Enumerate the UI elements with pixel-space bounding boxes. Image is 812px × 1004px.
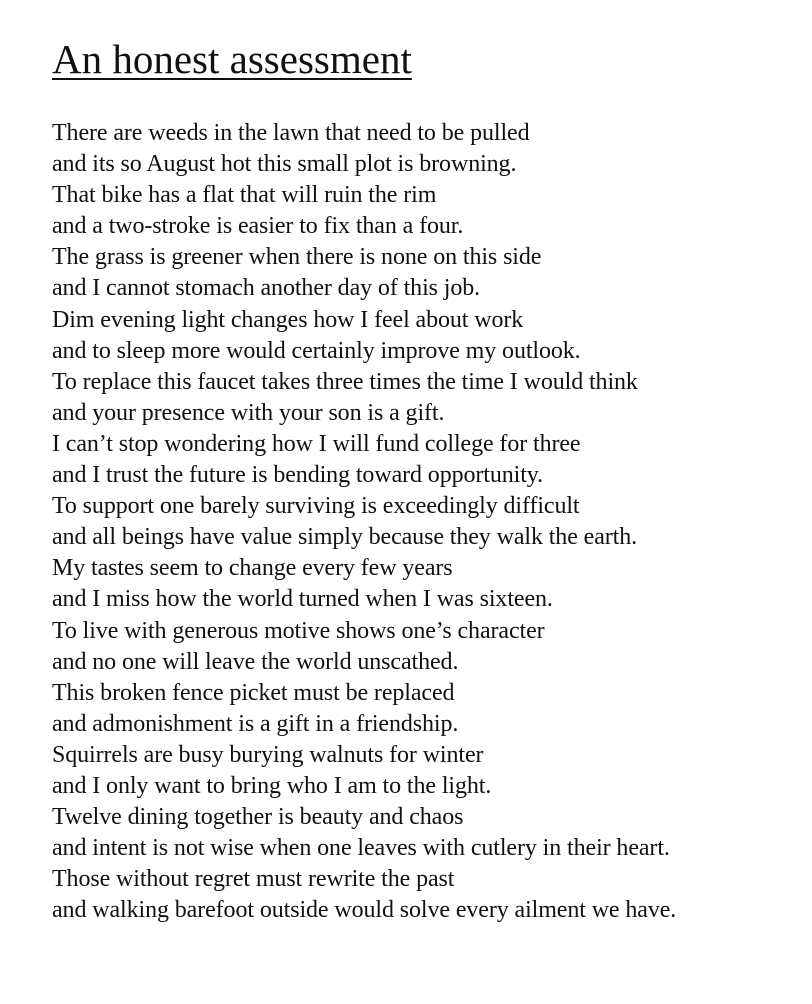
poem-line: and its so August hot this small plot is browning. xyxy=(52,151,517,178)
poem-line: Squirrels are busy burying walnuts for winter xyxy=(52,741,484,768)
poem-body xyxy=(52,118,792,926)
poem-line: To live with generous motive shows one’s character xyxy=(52,617,545,644)
poem-line: and no one will leave the world unscathed. xyxy=(52,648,459,675)
poem-line: That bike has a flat that will ruin the rim xyxy=(52,182,437,209)
poem-line: and intent is not wise when one leaves with cutlery in their heart. xyxy=(52,835,670,862)
poem-line: and all beings have value simply because they walk the earth. xyxy=(52,524,638,551)
poem-line: The grass is greener when there is none on this side xyxy=(52,244,542,271)
poem-line: Twelve dining together is beauty and chaos xyxy=(52,804,464,831)
poem-line: Dim evening light changes how I feel about work xyxy=(52,306,524,333)
poem-page xyxy=(52,34,792,926)
poem-line: and to sleep more would certainly improve my outlook. xyxy=(52,337,581,364)
poem-title: An honest assessment xyxy=(52,36,412,82)
poem-line: and your presence with your son is a gift. xyxy=(52,399,445,426)
poem-line: and I trust the future is bending toward opportunity. xyxy=(52,462,544,489)
poem-line: There are weeds in the lawn that need to be pulled xyxy=(52,120,530,146)
poem-line: and I miss how the world turned when I was sixteen. xyxy=(52,586,553,613)
poem-line: This broken fence picket must be replaced xyxy=(52,679,455,706)
poem-line: To support one barely surviving is exceedingly difficult xyxy=(52,493,580,520)
poem-line: and walking barefoot outside would solve every ailment we have. xyxy=(52,897,677,924)
poem-line: and admonishment is a gift in a friendship. xyxy=(52,710,459,737)
poem-line: My tastes seem to change every few years xyxy=(52,555,453,582)
poem-line: and a two-stroke is easier to fix than a four. xyxy=(52,213,464,240)
poem-line: Those without regret must rewrite the past xyxy=(52,866,455,893)
poem-line: and I only want to bring who I am to the light. xyxy=(52,772,492,799)
poem-line: To replace this faucet takes three times the time I would think xyxy=(52,368,638,395)
poem-line: I can’t stop wondering how I will fund college for three xyxy=(52,430,581,457)
poem-line: and I cannot stomach another day of this job. xyxy=(52,275,481,302)
